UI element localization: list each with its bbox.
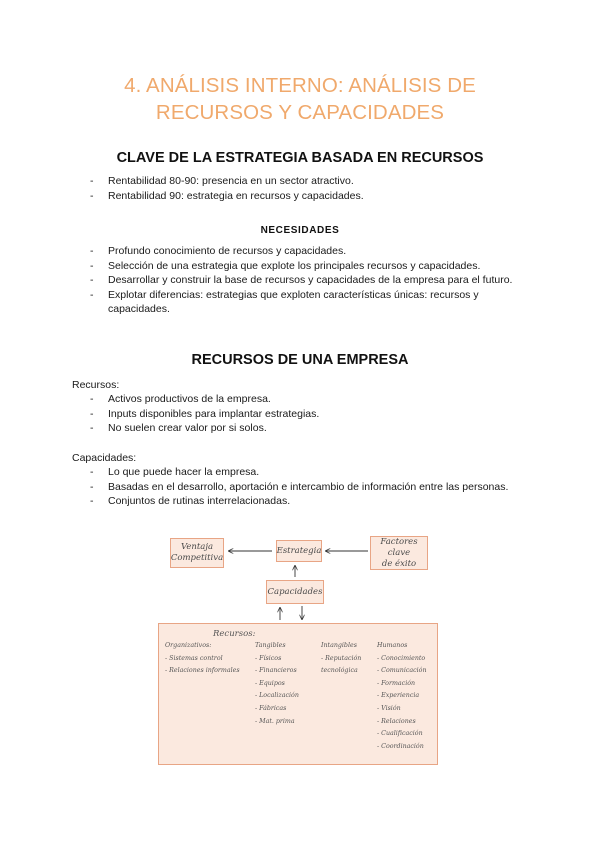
clave-list: [72, 174, 520, 203]
column-item: - Experiencia: [377, 692, 420, 700]
column-humanos: [377, 640, 427, 753]
factores-line-2: de éxito: [381, 558, 417, 569]
ventaja-line-2: Competitiva: [170, 553, 224, 563]
list-item: - No suelen crear valor por si solos.: [72, 421, 520, 436]
capacidades-box: Capacidades: [266, 580, 324, 604]
document-title: [40, 72, 560, 126]
recursos-box: [158, 623, 438, 765]
column-item: - Formación: [377, 679, 416, 687]
column-item: - Relaciones informales: [165, 667, 240, 675]
list-item: - Desarrollar y construir la base de recursos y capacidades de la empresa para el futuro.: [72, 273, 520, 288]
section-heading-clave: CLAVE DE LA ESTRATEGIA BASADA EN RECURSOS: [116, 150, 484, 166]
column-item: - Reputación: [321, 654, 362, 662]
column-item: - Físicos: [255, 654, 282, 662]
list-item: - Conjuntos de rutinas interrelacionadas.: [72, 494, 520, 509]
column-head: Humanos: [377, 642, 408, 649]
column-item: - Visión: [377, 704, 401, 712]
column-item: - Localización: [255, 692, 299, 700]
list-item: - Lo que puede hacer la empresa.: [72, 465, 520, 480]
list-item: - Inputs disponibles para implantar estrategias.: [72, 407, 520, 422]
list-item: - Profundo conocimiento de recursos y capacidades.: [72, 244, 520, 259]
ventaja-line-1: Ventaja: [180, 542, 214, 552]
column-item: - Fábricas: [255, 704, 287, 712]
list-item: - Selección de una estrategia que explote los principales recursos y capacidades.: [72, 259, 520, 274]
title-line-1: 4. ANÁLISIS INTERNO: ANÁLISIS DE: [124, 74, 476, 97]
list-item: - Activos productivos de la empresa.: [72, 392, 520, 407]
subheading-necesidades: NECESIDADES: [260, 225, 340, 236]
estrategia-box: Estrategia: [276, 540, 322, 562]
column-item: - Mat. prima: [255, 717, 295, 725]
column-item: - Equipos: [255, 679, 285, 687]
column-tangibles: [255, 640, 299, 728]
ventaja-competitiva-box: [170, 538, 224, 568]
column-head: Tangibles: [255, 642, 286, 649]
column-item: tecnológica: [321, 667, 358, 675]
column-item: - Conocimiento: [377, 654, 426, 662]
column-organizativos: [165, 640, 240, 678]
recursos-list: [72, 392, 520, 436]
column-item: - Cualificación: [377, 730, 423, 738]
column-head: Organizativos:: [165, 642, 212, 649]
column-item: - Sistemas control: [165, 654, 223, 662]
column-item: - Financieros: [255, 667, 297, 675]
column-intangibles: [321, 640, 361, 678]
list-item: - Rentabilidad 80-90: presencia en un sector atractivo.: [72, 174, 520, 189]
factores-line-1: Factores clave: [380, 536, 418, 558]
column-item: - Relaciones: [377, 717, 416, 725]
section-heading-recursos: RECURSOS DE UNA EMPRESA: [191, 352, 409, 368]
list-item: - Rentabilidad 90: estrategia en recursos y capacidades.: [72, 189, 520, 204]
column-head: Intangibles: [321, 642, 357, 649]
column-item: - Coordinación: [377, 742, 424, 750]
recursos-label: Recursos:: [72, 379, 120, 391]
capacidades-label: Capacidades:: [72, 452, 137, 464]
recursos-box-title: Recursos:: [213, 629, 256, 639]
factores-clave-box: [370, 536, 428, 570]
capacidades-list: [72, 465, 520, 509]
column-item: - Comunicación: [377, 667, 427, 675]
title-line-2: RECURSOS Y CAPACIDADES: [155, 101, 445, 124]
list-item: - Basadas en el desarrollo, aportación e intercambio de información entre las personas.: [72, 480, 520, 495]
necesidades-list: [72, 244, 520, 317]
list-item: - Explotar diferencias: estrategias que exploten características únicas: recursos y capacidades.: [72, 288, 520, 317]
